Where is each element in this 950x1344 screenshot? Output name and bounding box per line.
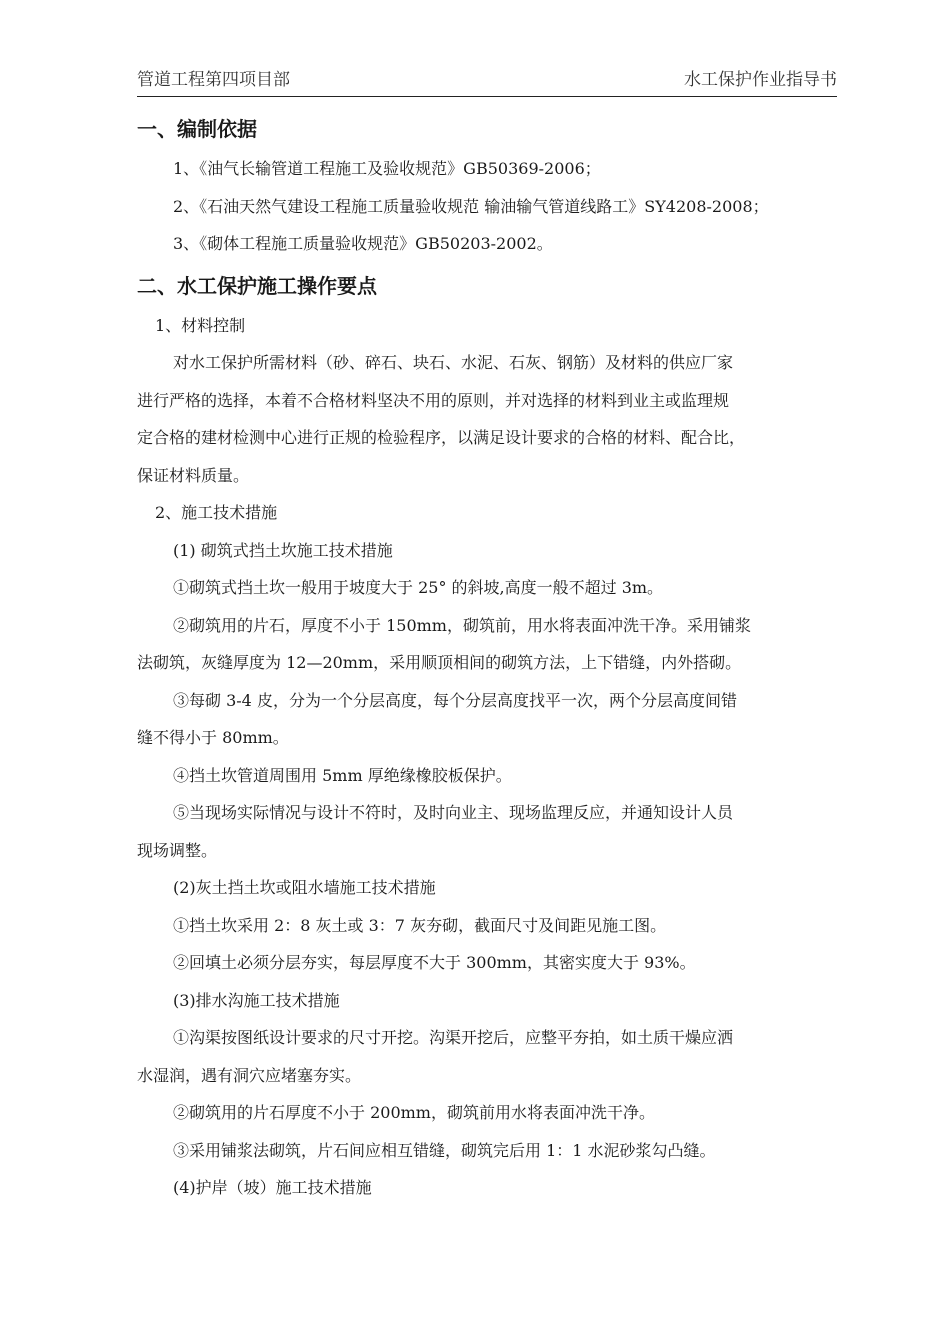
paragraph-line: 水湿润，遇有洞穴应堵塞夯实。 (137, 1065, 362, 1085)
paragraph-line: 对水工保护所需材料（砂、碎石、块石、水泥、石灰、钢筋）及材料的供应厂家 (173, 353, 734, 372)
subsection-heading-masonry: (1) 砌筑式挡土坎施工技术措施 (173, 540, 393, 560)
paragraph-line: 保证材料质量。 (137, 465, 250, 485)
subsection-heading-drainage: (3)排水沟施工技术措施 (173, 990, 340, 1010)
subsection-heading-lime-soil: (2)灰土挡土坎或阻水墙施工技术措施 (173, 878, 436, 897)
paragraph-line: ②回填土必须分层夯实，每层厚度不大于 300mm，其密实度大于 93%。 (173, 953, 696, 972)
subsection-heading-revetment: (4)护岸（坡）施工技术措施 (173, 1178, 372, 1197)
paragraph-line: 现场调整。 (137, 840, 218, 860)
paragraph-line: ③采用铺浆法砌筑，片石间应相互错缝，砌筑完后用 1：1 水泥砂浆勾凸缝。 (173, 1140, 716, 1160)
paragraph-line: ④挡土坎管道周围用 5mm 厚绝缘橡胶板保护。 (173, 765, 512, 785)
paragraph-line: 法砌筑，灰缝厚度为 12—20mm，采用顺顶相间的砌筑方法，上下错缝，内外搭砌。 (137, 653, 742, 672)
paragraph-line: ②砌筑用的片石厚度不小于 200mm，砌筑前用水将表面冲洗干净。 (173, 1103, 655, 1122)
paragraph-line: ①挡土坎采用 2：8 灰土或 3：7 灰夯砌，截面尺寸及间距见施工图。 (173, 915, 667, 935)
paragraph-line: ⑤当现场实际情况与设计不符时，及时向业主、现场监理反应，并通知设计人员 (173, 803, 734, 822)
subsection-heading-materials: 1、材料控制 (155, 315, 246, 335)
section-heading-key-points: 二、水工保护施工操作要点 (137, 273, 377, 298)
paragraph-line: ③每砌 3-4 皮，分为一个分层高度，每个分层高度找平一次，两个分层高度间错 (173, 690, 737, 710)
header-department: 管道工程第四项目部 (137, 70, 290, 90)
page-header (137, 64, 837, 97)
reference-item: 1、《油气长输管道工程施工及验收规范》GB50369-2006； (173, 159, 601, 178)
section-heading-basis: 一、编制依据 (137, 117, 257, 141)
paragraph-line: 定合格的建材检测中心进行正规的检验程序，以满足设计要求的合格的材料、配合比， (137, 428, 746, 447)
paragraph-line: 缝不得小于 80mm。 (137, 728, 289, 747)
reference-item: 3、《砌体工程施工质量验收规范》GB50203-2002。 (173, 234, 553, 253)
paragraph-line: ①沟渠按图纸设计要求的尺寸开挖。沟渠开挖后，应整平夯拍，如土质干燥应洒 (173, 1028, 734, 1047)
paragraph-line: ②砌筑用的片石，厚度不小于 150mm，砌筑前，用水将表面冲洗干净。采用铺浆 (173, 615, 751, 635)
document-body (137, 108, 837, 1207)
header-doc-title: 水工保护作业指导书 (684, 70, 837, 90)
subsection-heading-techniques: 2、施工技术措施 (155, 503, 278, 522)
paragraph-line: 进行严格的选择，本着不合格材料坚决不用的原则，并对选择的材料到业主或监理规 (137, 390, 730, 410)
reference-item: 2、《石油天然气建设工程施工质量验收规范 输油输气管道线路工》SY4208-2008； (173, 196, 769, 216)
paragraph-line: ①砌筑式挡土坎一般用于坡度大于 25° 的斜坡,高度一般不超过 3m。 (173, 578, 664, 597)
